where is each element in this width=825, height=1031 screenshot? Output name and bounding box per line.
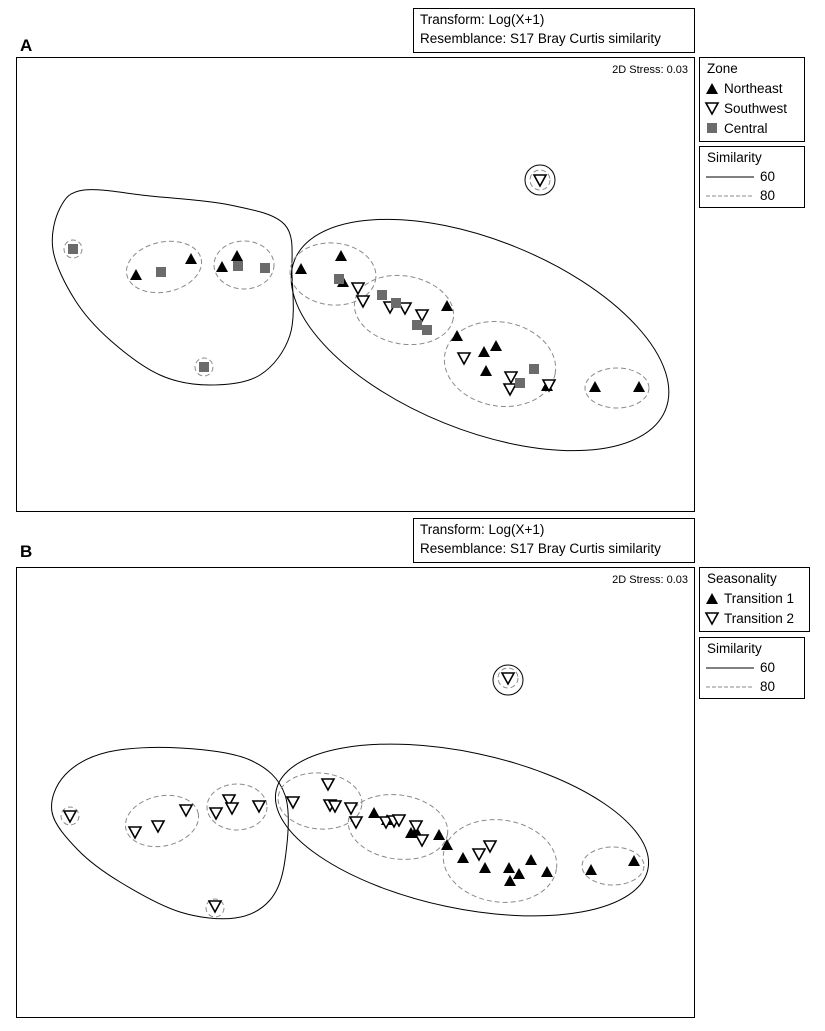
panel-b-similarity-legend [699, 637, 805, 699]
panel-b-resemblance-text: Resemblance: S17 Bray Curtis similarity [420, 541, 661, 556]
open-triangle-down-icon [704, 100, 720, 116]
legend-label-transition-1: Transition 1 [724, 591, 795, 606]
panel-b-stress-label: 2D Stress: 0.03 [612, 574, 688, 586]
panel-b-plot-area [16, 567, 695, 1018]
panel-b-seasonality-legend [699, 567, 810, 632]
filled-square-icon [704, 120, 720, 136]
similarity-item-80-b [700, 678, 804, 696]
panel-a-resemblance-text: Resemblance: S17 Bray Curtis similarity [420, 31, 661, 46]
legend-item-southwest [700, 100, 804, 118]
legend-item-central [700, 120, 804, 138]
legend-label-transition-2: Transition 2 [724, 611, 795, 626]
legend-item-northeast [700, 80, 804, 98]
legend-item-transition-1 [700, 590, 809, 608]
similarity-label-80: 80 [760, 188, 776, 203]
panel-b-seasonality-legend-title: Seasonality [707, 571, 777, 586]
panel-a-stress-label: 2D Stress: 0.03 [612, 64, 688, 76]
legend-label-central: Central [724, 121, 768, 136]
legend-label-northeast: Northeast [724, 81, 783, 96]
open-triangle-down-icon [704, 610, 720, 626]
panel-a-similarity-legend-title: Similarity [707, 150, 762, 165]
panel-a-transform-box [413, 8, 695, 53]
similarity-label-80-b: 80 [760, 679, 776, 694]
dashed-line-icon [704, 187, 758, 203]
similarity-item-80 [700, 187, 804, 205]
similarity-label-60: 60 [760, 169, 776, 184]
panel-b-label: B [20, 542, 33, 561]
panel-b-transform-box [413, 518, 695, 563]
panel-a-zone-legend [699, 57, 805, 142]
panel-a-transform-text: Transform: Log(X+1) [420, 12, 545, 27]
similarity-item-60 [700, 168, 804, 186]
panel-a-zone-legend-title: Zone [707, 61, 738, 76]
filled-triangle-up-icon [704, 80, 720, 96]
legend-item-transition-2 [700, 610, 809, 628]
legend-label-southwest: Southwest [724, 101, 788, 116]
similarity-item-60-b [700, 659, 804, 677]
solid-line-icon [704, 168, 758, 184]
solid-line-icon [704, 659, 758, 675]
panel-a-label: A [20, 36, 33, 55]
panel-a-plot-area [16, 57, 695, 512]
panel-a-similarity-legend [699, 146, 805, 208]
dashed-line-icon [704, 678, 758, 694]
similarity-label-60-b: 60 [760, 660, 776, 675]
panel-b-transform-text: Transform: Log(X+1) [420, 522, 545, 537]
panel-b-similarity-legend-title: Similarity [707, 641, 762, 656]
filled-triangle-up-icon [704, 590, 720, 606]
